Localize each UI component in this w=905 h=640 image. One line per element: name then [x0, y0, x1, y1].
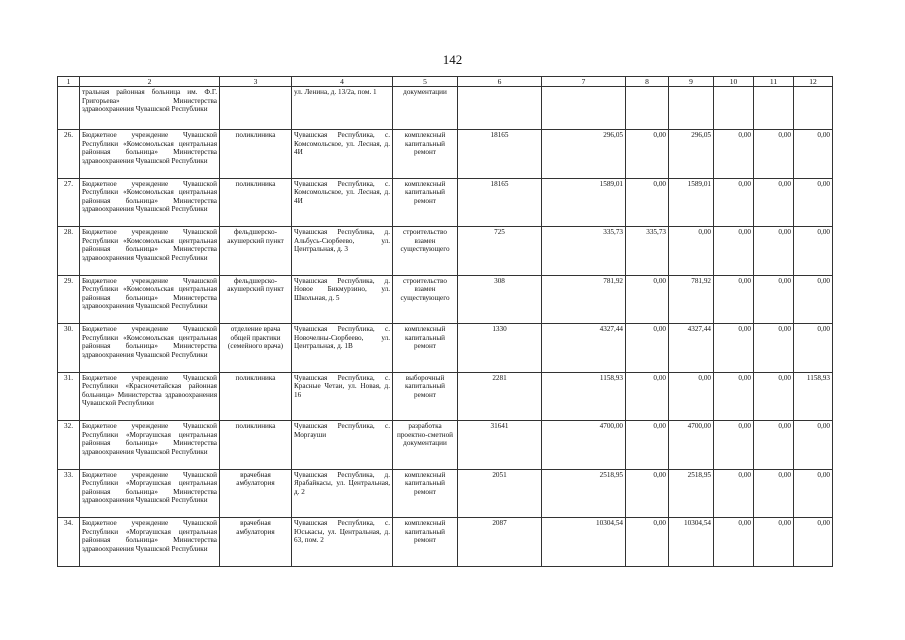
- column-header: 12: [794, 77, 833, 87]
- value-cell-6: 18165: [458, 130, 542, 179]
- table-row: [58, 372, 833, 421]
- value-cell-12: 0,00: [794, 227, 833, 276]
- work-type-cell: строительство взамен существующего: [393, 227, 458, 276]
- organization-cell: Бюджетное учреждение Чувашской Республики «Комсомольская центральная районная больница» Министерства здравоохранения Чувашской Республики: [80, 227, 220, 276]
- table-row: [58, 227, 833, 276]
- value-cell-10: 0,00: [714, 227, 754, 276]
- value-cell-6: 2087: [458, 518, 542, 567]
- value-cell-6: 725: [458, 227, 542, 276]
- table-row: [58, 130, 833, 179]
- address-cell: Чувашская Республика, с. Красные Четаи, ул. Новая, д. 16: [292, 372, 393, 421]
- value-cell-10: 0,00: [714, 275, 754, 324]
- value-cell-11: 0,00: [754, 469, 794, 518]
- work-type-cell: строительство взамен существующего: [393, 275, 458, 324]
- value-cell-11: 0,00: [754, 324, 794, 373]
- address-cell: Чувашская Республика, д. Альбусь-Сюрбеево, ул. Центральная, д. 3: [292, 227, 393, 276]
- value-cell-9: 2518,95: [669, 469, 714, 518]
- value-cell-8: 335,73: [626, 227, 669, 276]
- column-header: 4: [292, 77, 393, 87]
- value-cell-6: 31641: [458, 421, 542, 470]
- address-cell: Чувашская Республика, д. Ярабайкасы, ул. Центральная, д. 2: [292, 469, 393, 518]
- value-cell-11: 0,00: [754, 227, 794, 276]
- value-cell-7: 4327,44: [542, 324, 626, 373]
- address-cell: Чувашская Республика, д. Новое Бикмурзино, ул. Школьная, д. 5: [292, 275, 393, 324]
- row-number: 32.: [58, 421, 80, 470]
- organization-cell: тральная районная больница им. Ф.Г. Григорьева» Министерства здравоохранения Чувашской Республики: [80, 87, 220, 130]
- facility-type-cell: поликлиника: [220, 372, 292, 421]
- value-cell-11: 0,00: [754, 421, 794, 470]
- value-cell-10: 0,00: [714, 518, 754, 567]
- value-cell-11: 0,00: [754, 518, 794, 567]
- work-type-cell: разработка проектно-сметной документации: [393, 421, 458, 470]
- facility-type-cell: поликлиника: [220, 130, 292, 179]
- value-cell-10: 0,00: [714, 130, 754, 179]
- row-number: 33.: [58, 469, 80, 518]
- value-cell-12: [794, 87, 833, 130]
- value-cell-6: 1330: [458, 324, 542, 373]
- value-cell-6: 2051: [458, 469, 542, 518]
- table-row: [58, 87, 833, 130]
- value-cell-7: 1158,93: [542, 372, 626, 421]
- work-type-cell: выборочный капитальный ремонт: [393, 372, 458, 421]
- facility-type-cell: фельдшерско-акушерский пункт: [220, 275, 292, 324]
- value-cell-12: 0,00: [794, 469, 833, 518]
- row-number: 30.: [58, 324, 80, 373]
- facility-type-cell: фельдшерско-акушерский пункт: [220, 227, 292, 276]
- work-type-cell: комплексный капитальный ремонт: [393, 469, 458, 518]
- table-row: [58, 178, 833, 227]
- value-cell-7: 296,05: [542, 130, 626, 179]
- work-type-cell: документации: [393, 87, 458, 130]
- value-cell-6: 2281: [458, 372, 542, 421]
- value-cell-12: 0,00: [794, 275, 833, 324]
- address-cell: Чувашская Республика, с. Новочелны-Сюрбеево, ул. Центральная, д. 1В: [292, 324, 393, 373]
- value-cell-7: 2518,95: [542, 469, 626, 518]
- table-row: [58, 324, 833, 373]
- value-cell-8: 0,00: [626, 130, 669, 179]
- value-cell-8: 0,00: [626, 469, 669, 518]
- facility-type-cell: врачебная амбулатория: [220, 469, 292, 518]
- value-cell-10: 0,00: [714, 421, 754, 470]
- value-cell-12: 0,00: [794, 324, 833, 373]
- page-number: 142: [442, 52, 463, 67]
- table-row: [58, 275, 833, 324]
- row-number: 26.: [58, 130, 80, 179]
- value-cell-7: 335,73: [542, 227, 626, 276]
- value-cell-12: 0,00: [794, 518, 833, 567]
- value-cell-11: [754, 87, 794, 130]
- document-table: [57, 76, 833, 567]
- organization-cell: Бюджетное учреждение Чувашской Республики «Красночетайская районная больница» Министерства здравоохранения Чувашской Республики: [80, 372, 220, 421]
- row-number: 27.: [58, 178, 80, 227]
- table-row: [58, 518, 833, 567]
- value-cell-10: 0,00: [714, 324, 754, 373]
- value-cell-9: 0,00: [669, 227, 714, 276]
- value-cell-10: 0,00: [714, 372, 754, 421]
- value-cell-8: 0,00: [626, 324, 669, 373]
- organization-cell: Бюджетное учреждение Чувашской Республики «Моргаушская центральная районная больница» Министерства здравоохранения Чувашской Республики: [80, 469, 220, 518]
- facility-type-cell: врачебная амбулатория: [220, 518, 292, 567]
- address-cell: Чувашская Республика, с. Комсомольское, ул. Лесная, д. 4И: [292, 178, 393, 227]
- value-cell-9: 4327,44: [669, 324, 714, 373]
- value-cell-9: 4700,00: [669, 421, 714, 470]
- value-cell-12: 0,00: [794, 178, 833, 227]
- column-header: 9: [669, 77, 714, 87]
- row-number: 34.: [58, 518, 80, 567]
- address-cell: Чувашская Республика, с. Комсомольское, ул. Лесная, д. 4И: [292, 130, 393, 179]
- value-cell-6: [458, 87, 542, 130]
- facility-type-cell: отделение врача общей практики (семейного врача): [220, 324, 292, 373]
- facility-type-cell: поликлиника: [220, 421, 292, 470]
- value-cell-8: [626, 87, 669, 130]
- facility-type-cell: поликлиника: [220, 178, 292, 227]
- work-type-cell: комплексный капитальный ремонт: [393, 518, 458, 567]
- value-cell-9: 1589,01: [669, 178, 714, 227]
- table-row: [58, 469, 833, 518]
- value-cell-7: 4700,00: [542, 421, 626, 470]
- value-cell-8: 0,00: [626, 275, 669, 324]
- row-number: [58, 87, 80, 130]
- value-cell-9: 296,05: [669, 130, 714, 179]
- value-cell-7: [542, 87, 626, 130]
- organization-cell: Бюджетное учреждение Чувашской Республики «Комсомольская центральная районная больница» Министерства здравоохранения Чувашской Республики: [80, 178, 220, 227]
- value-cell-10: 0,00: [714, 178, 754, 227]
- value-cell-9: 10304,54: [669, 518, 714, 567]
- document-table-container: [57, 76, 832, 567]
- organization-cell: Бюджетное учреждение Чувашской Республики «Моргаушская центральная районная больница» Министерства здравоохранения Чувашской Республики: [80, 518, 220, 567]
- value-cell-7: 781,92: [542, 275, 626, 324]
- address-cell: ул. Ленина, д. 13/2а, пом. 1: [292, 87, 393, 130]
- row-number: 31.: [58, 372, 80, 421]
- value-cell-10: 0,00: [714, 469, 754, 518]
- value-cell-12: 0,00: [794, 421, 833, 470]
- address-cell: Чувашская Республика, с. Моргауши: [292, 421, 393, 470]
- value-cell-11: 0,00: [754, 275, 794, 324]
- column-header: 11: [754, 77, 794, 87]
- organization-cell: Бюджетное учреждение Чувашской Республики «Комсомольская центральная районная больница» Министерства здравоохранения Чувашской Республики: [80, 275, 220, 324]
- value-cell-11: 0,00: [754, 130, 794, 179]
- value-cell-6: 18165: [458, 178, 542, 227]
- facility-type-cell: [220, 87, 292, 130]
- row-number: 28.: [58, 227, 80, 276]
- value-cell-6: 308: [458, 275, 542, 324]
- row-number: 29.: [58, 275, 80, 324]
- column-number-row: [58, 77, 833, 87]
- value-cell-8: 0,00: [626, 518, 669, 567]
- value-cell-8: 0,00: [626, 372, 669, 421]
- value-cell-9: [669, 87, 714, 130]
- value-cell-8: 0,00: [626, 421, 669, 470]
- column-header: 2: [80, 77, 220, 87]
- column-header: 10: [714, 77, 754, 87]
- value-cell-7: 1589,01: [542, 178, 626, 227]
- column-header: 5: [393, 77, 458, 87]
- organization-cell: Бюджетное учреждение Чувашской Республики «Комсомольская центральная районная больница» Министерства здравоохранения Чувашской Республики: [80, 130, 220, 179]
- value-cell-10: [714, 87, 754, 130]
- value-cell-12: 0,00: [794, 130, 833, 179]
- value-cell-8: 0,00: [626, 178, 669, 227]
- work-type-cell: комплексный капитальный ремонт: [393, 130, 458, 179]
- value-cell-7: 10304,54: [542, 518, 626, 567]
- value-cell-9: 0,00: [669, 372, 714, 421]
- column-header: 6: [458, 77, 542, 87]
- column-header: 7: [542, 77, 626, 87]
- value-cell-11: 0,00: [754, 372, 794, 421]
- value-cell-11: 0,00: [754, 178, 794, 227]
- value-cell-12: 1158,93: [794, 372, 833, 421]
- column-header: 3: [220, 77, 292, 87]
- work-type-cell: комплексный капитальный ремонт: [393, 178, 458, 227]
- value-cell-9: 781,92: [669, 275, 714, 324]
- table-row: [58, 421, 833, 470]
- address-cell: Чувашская Республика, с. Юськасы, ул. Центральная, д. 63, пом. 2: [292, 518, 393, 567]
- organization-cell: Бюджетное учреждение Чувашской Республики «Моргаушская центральная районная больница» Министерства здравоохранения Чувашской Республики: [80, 421, 220, 470]
- column-header: 1: [58, 77, 80, 87]
- organization-cell: Бюджетное учреждение Чувашской Республики «Комсомольская центральная районная больница» Министерства здравоохранения Чувашской Республики: [80, 324, 220, 373]
- column-header: 8: [626, 77, 669, 87]
- work-type-cell: комплексный капитальный ремонт: [393, 324, 458, 373]
